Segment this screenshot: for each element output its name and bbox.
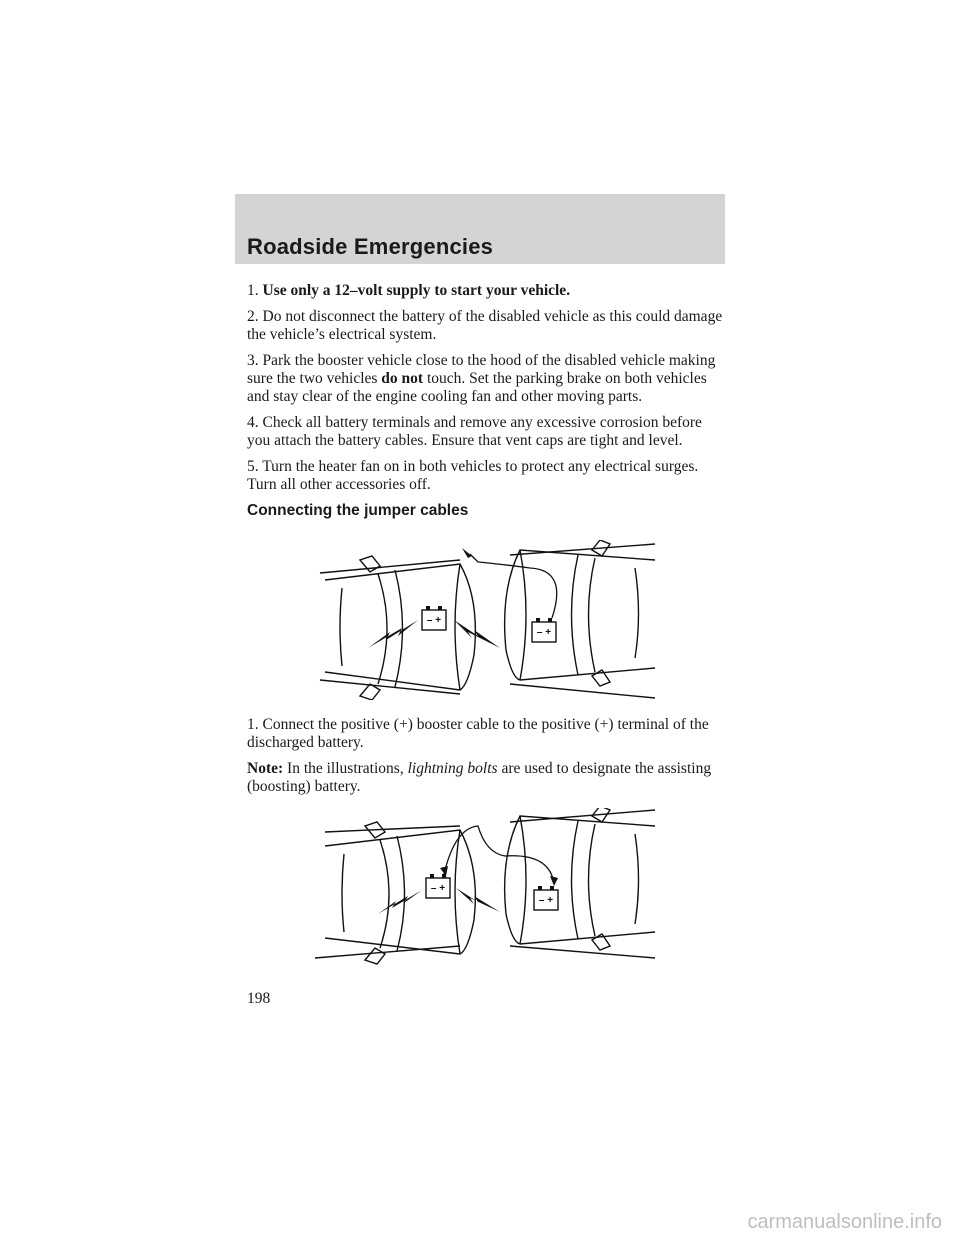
section-header-bar: [235, 194, 725, 264]
cable-clamp-icon: [462, 548, 472, 558]
disabled-car-outline: [315, 822, 475, 964]
step-1: [247, 282, 727, 300]
step-4: [247, 414, 727, 450]
step-emphasis: do not: [381, 370, 424, 387]
lightning-bolt-icon: [368, 620, 418, 648]
booster-car-outline: [505, 540, 655, 698]
connect-block: [247, 716, 727, 804]
note-text: are used to designate the assisting (boosting) battery.: [247, 760, 712, 795]
step-number: 4.: [247, 414, 259, 431]
battery-terminal-label: – +: [536, 627, 552, 638]
steps-block: [247, 282, 727, 528]
step-3: [247, 352, 727, 406]
disabled-car-outline: [320, 556, 475, 700]
lightning-bolt-icon: [454, 620, 500, 648]
battery-terminal-label: – +: [538, 895, 554, 906]
step-text: Park the booster vehicle close to the hood of the disabled vehicle making sure the two vehicles: [247, 352, 716, 387]
cable-clamp-icon: [550, 876, 558, 886]
step-text: touch. Set the parking brake on both vehicles and stay clear of the engine cooling fan and other moving parts.: [247, 370, 707, 405]
section-title: Roadside Emergencies: [247, 234, 494, 259]
step-number: 5.: [247, 458, 259, 475]
booster-battery: [534, 886, 558, 910]
note-text: In the illustrations,: [283, 760, 408, 777]
step-number: 2.: [247, 308, 259, 325]
step-number: 1.: [247, 282, 259, 299]
battery-terminal-label: – +: [430, 883, 446, 894]
lightning-bolt-icon: [378, 890, 422, 914]
jumper-cables-illustration-2: [310, 808, 670, 968]
step-text: Do not disconnect the battery of the disabled vehicle as this could damage the vehicle’s electrical system.: [247, 308, 723, 343]
page-number: 198: [247, 990, 271, 1007]
note-emphasis: lightning bolts: [407, 760, 498, 777]
booster-car-outline: [505, 808, 655, 958]
step-5: [247, 458, 727, 494]
step-2: [247, 308, 727, 344]
battery-terminal-label: – +: [426, 615, 442, 626]
booster-battery: [532, 618, 556, 642]
step-number: 3.: [247, 352, 259, 369]
jumper-cable: [444, 826, 554, 884]
watermark: carmanualsonline.info: [747, 1211, 942, 1233]
connect-step: 1. Connect the positive (+) booster cable to the positive (+) terminal of the discharged battery.: [247, 716, 709, 751]
disabled-battery: [422, 606, 446, 630]
subheading: Connecting the jumper cables: [247, 502, 469, 519]
step-text: Check all battery terminals and remove any excessive corrosion before you attach the battery cables. Ensure that vent caps are tight and level.: [247, 414, 702, 449]
disabled-battery: [426, 874, 450, 898]
step-text: Turn the heater fan on in both vehicles to protect any electrical surges. Turn all other accessories off.: [247, 458, 699, 493]
step-text: Use only a 12–volt supply to start your vehicle.: [262, 282, 571, 299]
jumper-cables-illustration-1: [310, 540, 670, 700]
lightning-bolt-icon: [456, 888, 500, 912]
note-paragraph: [247, 760, 727, 796]
note-label: Note:: [247, 760, 284, 777]
jumper-cable: [470, 554, 557, 618]
